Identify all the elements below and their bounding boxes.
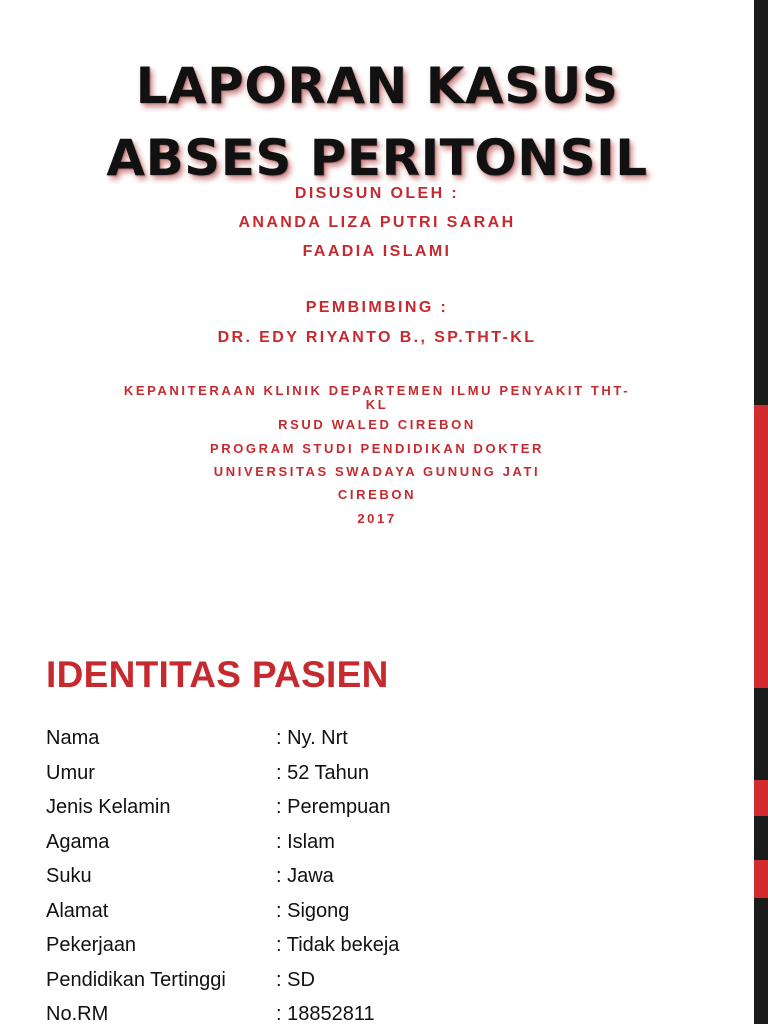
institution-line: 2017	[357, 511, 397, 526]
institution-line: UNIVERSITAS SWADAYA GUNUNG JATI	[213, 464, 541, 479]
identity-row	[46, 793, 726, 828]
patient-identity-list	[46, 724, 726, 1024]
identity-value: : Ny. Nrt	[276, 727, 348, 749]
slide-title-line-1: LAPORAN KASUS	[135, 57, 619, 115]
institution-line: CIREBON	[337, 487, 417, 502]
institution-line: RSUD WALED CIREBON	[278, 417, 476, 432]
right-side-accent	[754, 405, 768, 688]
identity-row	[46, 897, 726, 932]
identity-value: : Jawa	[276, 865, 334, 887]
identity-value: : 18852811	[276, 1003, 375, 1024]
section-title: IDENTITAS PASIEN	[46, 654, 389, 695]
identity-label: Umur	[46, 761, 95, 784]
identity-row	[46, 759, 726, 794]
identity-row	[46, 931, 726, 966]
identity-label: Agama	[46, 830, 110, 853]
slide-title-line-2: ABSES PERITONSIL	[106, 129, 648, 187]
institution-line: PROGRAM STUDI PENDIDIKAN DOKTER	[209, 441, 545, 456]
identity-row	[46, 828, 726, 863]
author-name: FAADIA ISLAMI	[302, 243, 452, 260]
identity-value: : Sigong	[276, 899, 350, 922]
right-side-accent	[754, 860, 768, 898]
identity-value: : Perempuan	[276, 796, 391, 818]
identity-label: Nama	[46, 727, 100, 749]
identity-label: Alamat	[46, 899, 109, 922]
identity-value: : Islam	[276, 830, 335, 853]
right-side-accent	[754, 780, 768, 816]
identity-row	[46, 966, 726, 1001]
identity-label: Suku	[46, 865, 92, 887]
author-name: ANANDA LIZA PUTRI SARAH	[238, 214, 516, 231]
authors-heading: DISUSUN OLEH :	[294, 185, 460, 202]
institution-line: KL	[365, 397, 389, 412]
patient-identity-slide	[0, 600, 754, 1024]
identity-value: : 52 Tahun	[276, 761, 370, 784]
identity-value: : Tidak bekeja	[276, 934, 400, 956]
identity-row	[46, 862, 726, 897]
identity-label: Pendidikan Tertinggi	[46, 968, 226, 991]
supervisor-heading: PEMBIMBING :	[305, 299, 449, 316]
identity-row	[46, 1000, 726, 1024]
supervisor-name: DR. EDY RIYANTO B., SP.THT-KL	[217, 329, 537, 346]
institution-line: KEPANITERAAN KLINIK DEPARTEMEN ILMU PENYAKIT THT-	[123, 383, 631, 398]
identity-label: Pekerjaan	[46, 934, 137, 956]
identity-label: Jenis Kelamin	[46, 796, 171, 818]
identity-value: : SD	[276, 968, 315, 991]
identity-label: No.RM	[46, 1003, 109, 1024]
identity-row	[46, 724, 726, 759]
